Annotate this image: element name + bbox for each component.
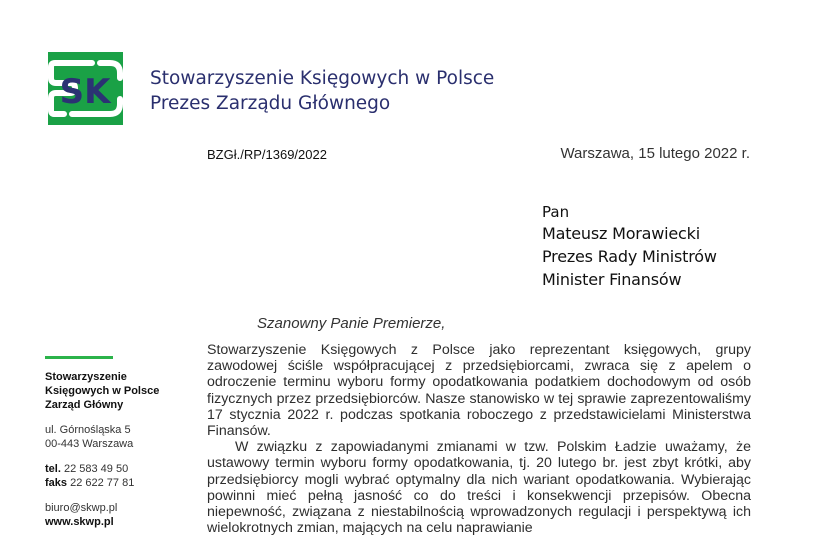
salutation: Szanowny Panie Premierze, — [257, 315, 446, 332]
fax-value: 22 622 77 81 — [70, 477, 135, 489]
addressee-title-1: Prezes Rady Ministrów — [542, 247, 717, 266]
sidebar-email[interactable]: biuro@skwp.pl — [45, 502, 118, 514]
organization-name: Stowarzyszenie Księgowych w Polsce — [150, 68, 495, 89]
addressee-honorific: Pan — [542, 203, 570, 221]
sidebar-org-line: Księgowych w Polsce — [45, 385, 160, 397]
sidebar-contact — [45, 356, 195, 529]
sidebar-organization — [45, 370, 195, 412]
sidebar-website[interactable]: www.skwp.pl — [45, 516, 114, 528]
sidebar-street: ul. Górnośląska 5 — [45, 424, 131, 436]
sidebar-org-line: Zarząd Główny — [45, 399, 124, 411]
organization-logo — [48, 52, 123, 125]
addressee-block — [542, 202, 717, 291]
sender-position: Prezes Zarządu Głównego — [150, 93, 391, 114]
letter-date: Warszawa, 15 lutego 2022 r. — [560, 145, 750, 162]
tel-value: 22 583 49 50 — [63, 463, 129, 475]
letterhead — [150, 66, 494, 116]
skwp-logo-icon — [48, 52, 123, 125]
addressee-title-2: Minister Finansów — [542, 270, 682, 289]
sidebar-tel — [45, 462, 195, 476]
letter-body — [207, 342, 751, 536]
body-paragraph-2: W związku z zapowiadanymi zmianami w tzw. Polskim Ładzie uważamy, że ustawowy termin wyboru formy opodatkowania, tj. 20 lutego br. jest zbyt krótki, aby przedsiębiorcy mogli wybrać optymalny dla nich wariant opodatkowania. Wybierając powinni mieć pełną jasność co do treści i konsekwencji przepisów. Obecna niepewność, związana z niestabilnością wprowadzonych regulacji i perspektywą ich wielokrotnych zmian, mających na celu naprawianie — [207, 439, 751, 537]
fax-label: faks — [45, 477, 68, 489]
sidebar-phones — [45, 462, 195, 490]
addressee-name: Mateusz Morawiecki — [542, 224, 700, 243]
reference-number: BZGł./RP/1369/2022 — [207, 147, 327, 162]
sidebar-address — [45, 423, 195, 451]
tel-label: tel. — [45, 463, 61, 475]
sidebar-fax — [45, 476, 195, 490]
sidebar-divider — [45, 356, 113, 359]
sidebar-online — [45, 501, 195, 529]
sidebar-city: 00-443 Warszawa — [45, 438, 134, 450]
body-paragraph-1: Stowarzyszenie Księgowych z Polsce jako reprezentant księgowych, grupy zawodowej ściśle współpracującej z przedsiębiorcami, zwraca się z apelem o odroczenie terminu wyboru formy opodatkowania podatkiem dochodowym od osób fizycznych przez przedsiębiorców. Nasze stanowisko w tej sprawie zaprezentowaliśmy 17 stycznia 2022 r. podczas spotkania roboczego z przedstawicielami Ministerstwa Finansów. — [207, 342, 751, 440]
sidebar-org-line: Stowarzyszenie — [45, 371, 127, 383]
logo-letters: SK — [59, 72, 111, 112]
